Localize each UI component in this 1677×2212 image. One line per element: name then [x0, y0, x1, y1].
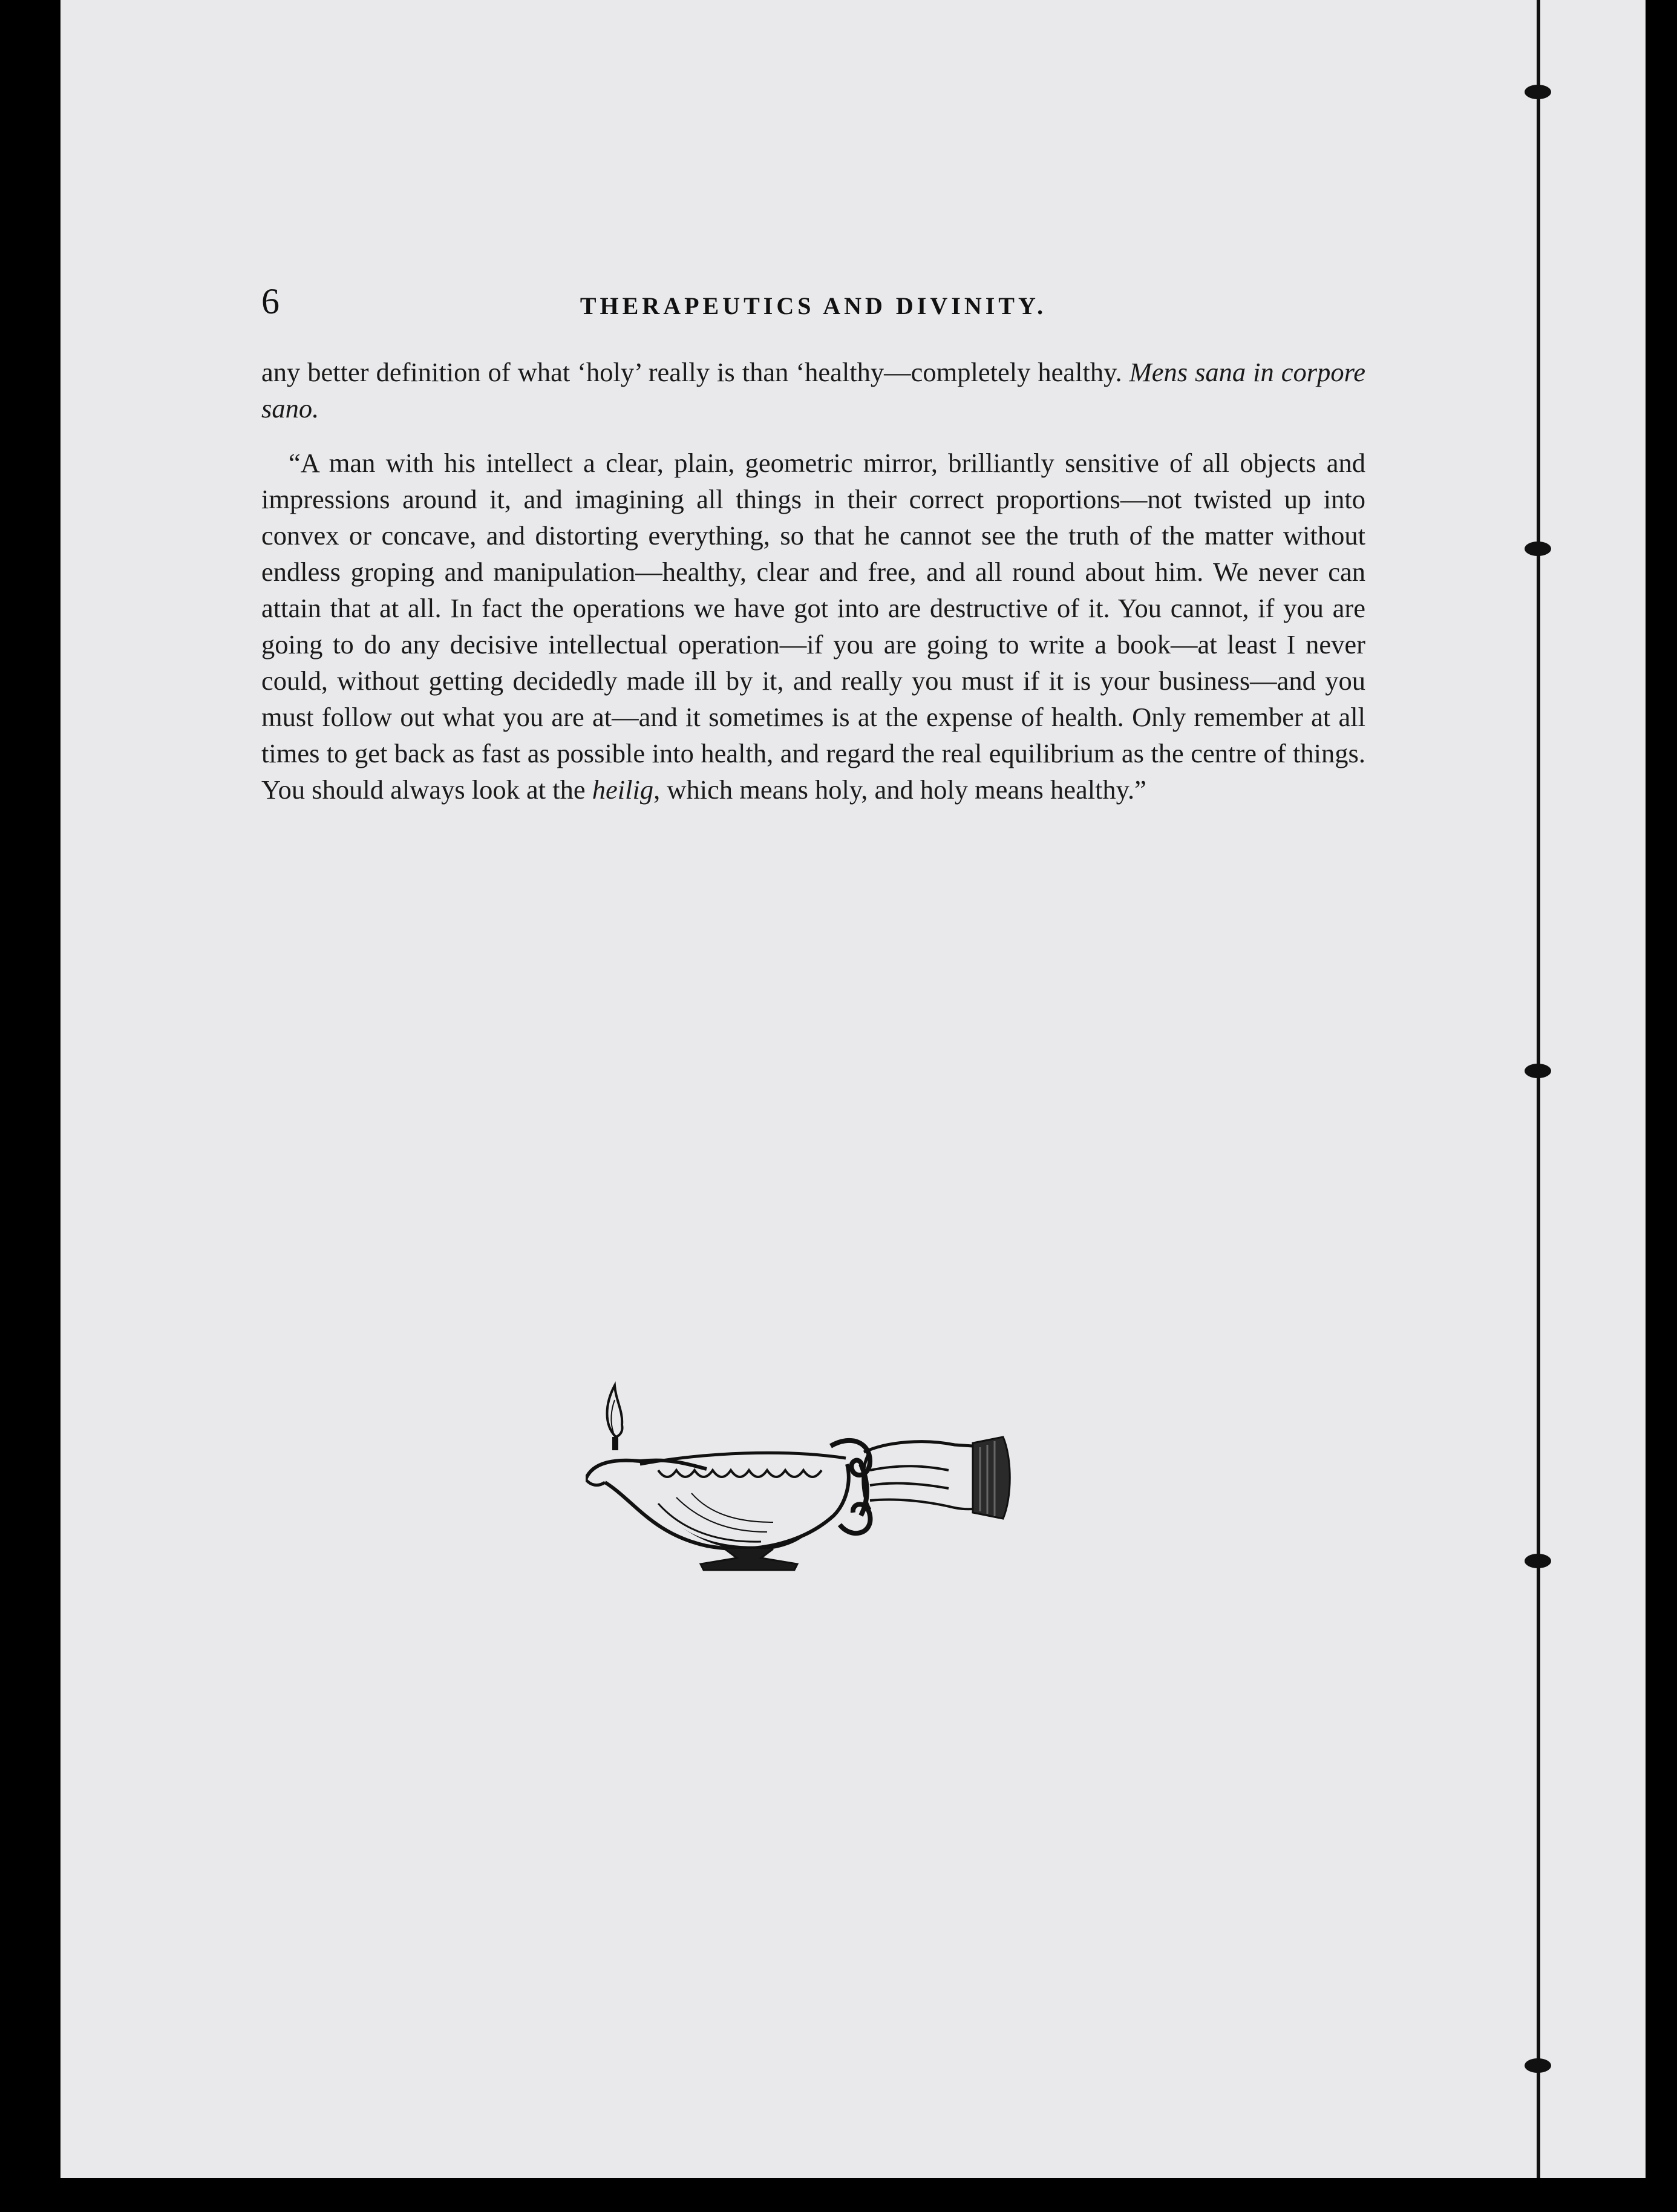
scanned-page [60, 0, 1646, 2178]
body-text [261, 354, 1365, 808]
paragraph-text: any better definition of what ‘holy’ really is than ‘healthy—completely healthy. [261, 357, 1122, 387]
binding-rivet [1525, 1064, 1551, 1078]
paragraph-text: “A man with his intellect a clear, plain, geometric mirror, brilliantly sensitive of all objects and impressions around it, and imagining all things in their correct proportions—not twisted up into convex or concave, and distorting everything, so that he cannot see the truth of the matter without endless groping and manipulation—healthy, clear and free, and all round about him. We never can attain that at all. In fact the operations we have got into are destructive of it. You cannot, if you are going to do any decisive intellectual operation—if you are going to write a book—at least I never could, without getting decidedly made ill by it, and really you must if it is your business—and you must follow out what you are at—and it sometimes is at the expense of health. Only remember at all times to get back as fast as possible into health, and regard the real equilibrium as the centre of things. You should always look at the [261, 448, 1365, 805]
running-head: THERAPEUTICS AND DIVINITY. [580, 292, 1047, 319]
italic-word: heilig [592, 774, 654, 805]
page-header [261, 281, 1365, 323]
binding-edge [1537, 0, 1540, 2178]
paragraph-text: , which means holy, and holy means healthy.” [653, 774, 1146, 805]
oil-lamp-with-hand-icon [586, 1373, 1045, 1573]
binding-rivet [1525, 542, 1551, 556]
paragraph [261, 354, 1365, 427]
binding-rivet [1525, 2058, 1551, 2073]
page-number: 6 [261, 281, 280, 321]
latin-phrase: Mens sana in corpore sano. [261, 357, 1366, 424]
binding-rivet [1525, 85, 1551, 99]
quoted-paragraph [261, 445, 1365, 808]
binding-rivet [1525, 1554, 1551, 1568]
